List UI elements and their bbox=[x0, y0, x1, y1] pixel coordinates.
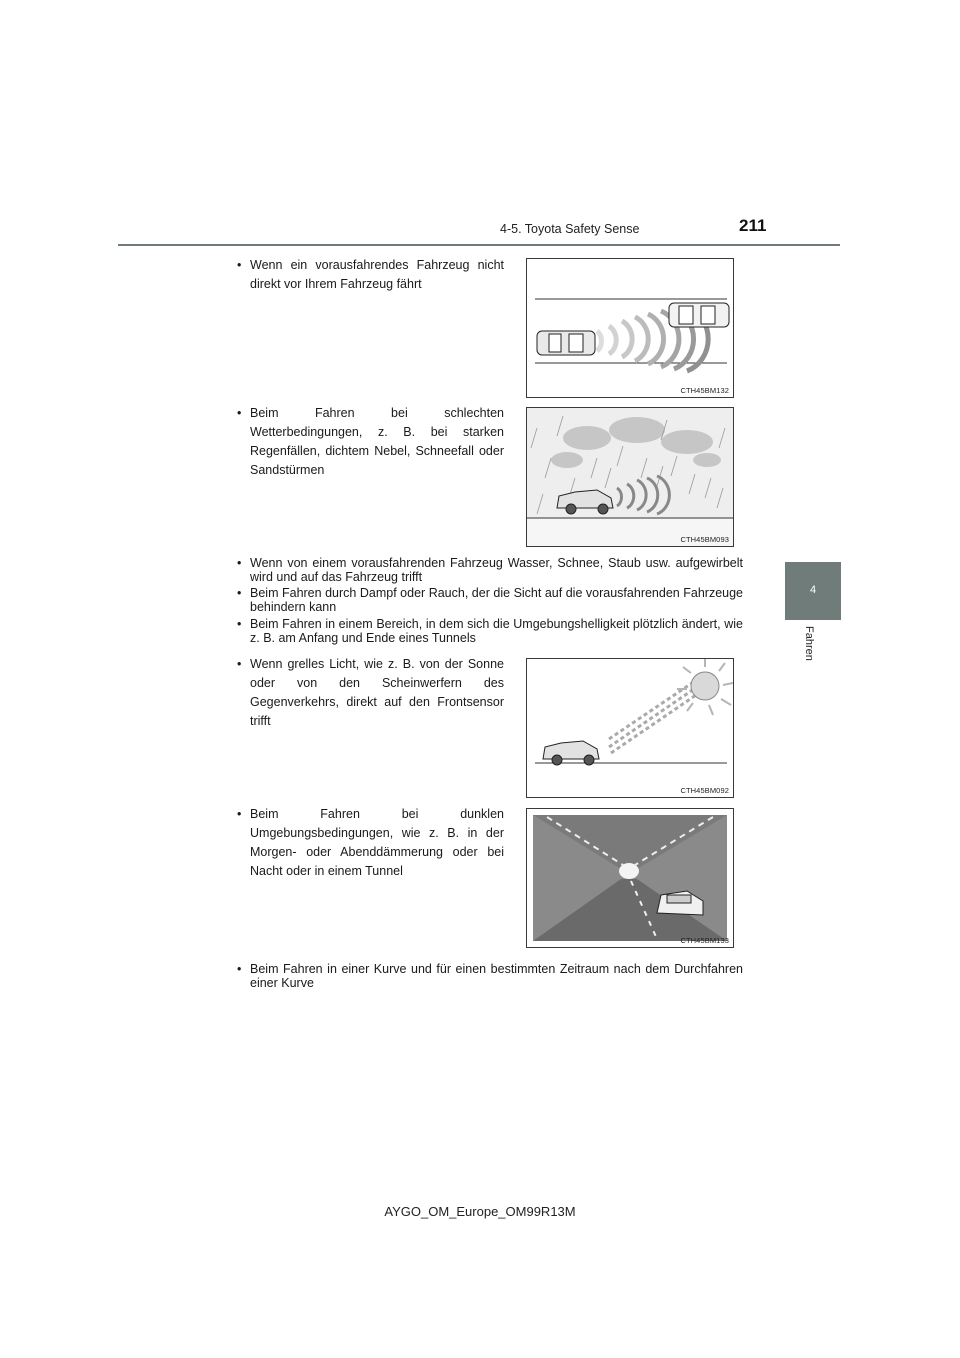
illustration-offset-vehicle bbox=[526, 258, 734, 398]
list-item-text: Beim Fahren bei dunklen Umgebungsbedingungen, wie z. B. in der Morgen- oder Abenddämmerung oder bei Nacht oder in einem Tunnel bbox=[250, 807, 504, 878]
list-item bbox=[237, 556, 743, 584]
chapter-number: 4 bbox=[809, 584, 817, 596]
illustration-glare bbox=[526, 658, 734, 798]
tunnel-icon bbox=[527, 809, 733, 947]
list-item bbox=[237, 256, 504, 294]
list-item bbox=[237, 962, 743, 990]
figure-code: CTH45BM132 bbox=[680, 386, 729, 395]
document-id: AYGO_OM_Europe_OM99R13M bbox=[384, 1204, 576, 1219]
list-item-text: Beim Fahren durch Dampf oder Rauch, der die Sicht auf die vorausfahrenden Fahrzeuge behindern kann bbox=[250, 586, 743, 614]
bullet-marker: • bbox=[237, 657, 242, 671]
figure-code: CTH45BM093 bbox=[680, 535, 729, 544]
figure-code: CTH45BM133 bbox=[680, 936, 729, 945]
list-item-text: Beim Fahren in einer Kurve und für einen bestimmten Zeitraum nach dem Durchfahren einer Kurve bbox=[250, 962, 743, 990]
list-item-text: Beim Fahren in einem Bereich, in dem sich die Umgebungshelligkeit plötzlich ändert, wie z. B. am Anfang und Ende eines Tunnels bbox=[250, 617, 743, 645]
illustration-bad-weather bbox=[526, 407, 734, 547]
bullet-marker: • bbox=[237, 962, 242, 976]
list-item bbox=[237, 655, 504, 731]
list-item bbox=[237, 805, 504, 881]
header-divider bbox=[118, 244, 840, 246]
bullet-marker: • bbox=[237, 586, 242, 600]
offset-vehicle-icon bbox=[527, 259, 733, 397]
bullet-marker: • bbox=[237, 807, 242, 821]
figure-code: CTH45BM092 bbox=[680, 786, 729, 795]
illustration-tunnel bbox=[526, 808, 734, 948]
bullet-marker: • bbox=[237, 556, 242, 570]
list-item-text: Wenn grelles Licht, wie z. B. von der Sonne oder von den Scheinwerfern des Gegenverkehrs, direkt auf den Frontsensor trifft bbox=[250, 657, 504, 728]
chapter-strip bbox=[785, 620, 841, 682]
list-item-text: Beim Fahren bei schlechten Wetterbedingungen, z. B. bei starken Regenfällen, dichtem Nebel, Schneefall oder Sandstürmen bbox=[250, 406, 504, 477]
list-item bbox=[237, 404, 504, 480]
list-item-text: Wenn von einem vorausfahrenden Fahrzeug Wasser, Schnee, Staub usw. aufgewirbelt wird und auf das Fahrzeug trifft bbox=[250, 556, 743, 584]
sun-glare-icon bbox=[527, 659, 733, 797]
bullet-marker: • bbox=[237, 258, 242, 272]
section-title: 4-5. Toyota Safety Sense bbox=[500, 222, 640, 236]
list-item-text: Wenn ein vorausfahrendes Fahrzeug nicht direkt vor Ihrem Fahrzeug fährt bbox=[250, 258, 504, 291]
page-number: 211 bbox=[739, 216, 767, 235]
chapter-tab bbox=[785, 562, 841, 620]
bullet-marker: • bbox=[237, 617, 242, 631]
chapter-label: Fahren bbox=[803, 626, 815, 661]
list-item bbox=[237, 586, 743, 614]
bad-weather-icon bbox=[527, 408, 733, 546]
bullet-marker: • bbox=[237, 406, 242, 420]
list-item bbox=[237, 617, 743, 645]
